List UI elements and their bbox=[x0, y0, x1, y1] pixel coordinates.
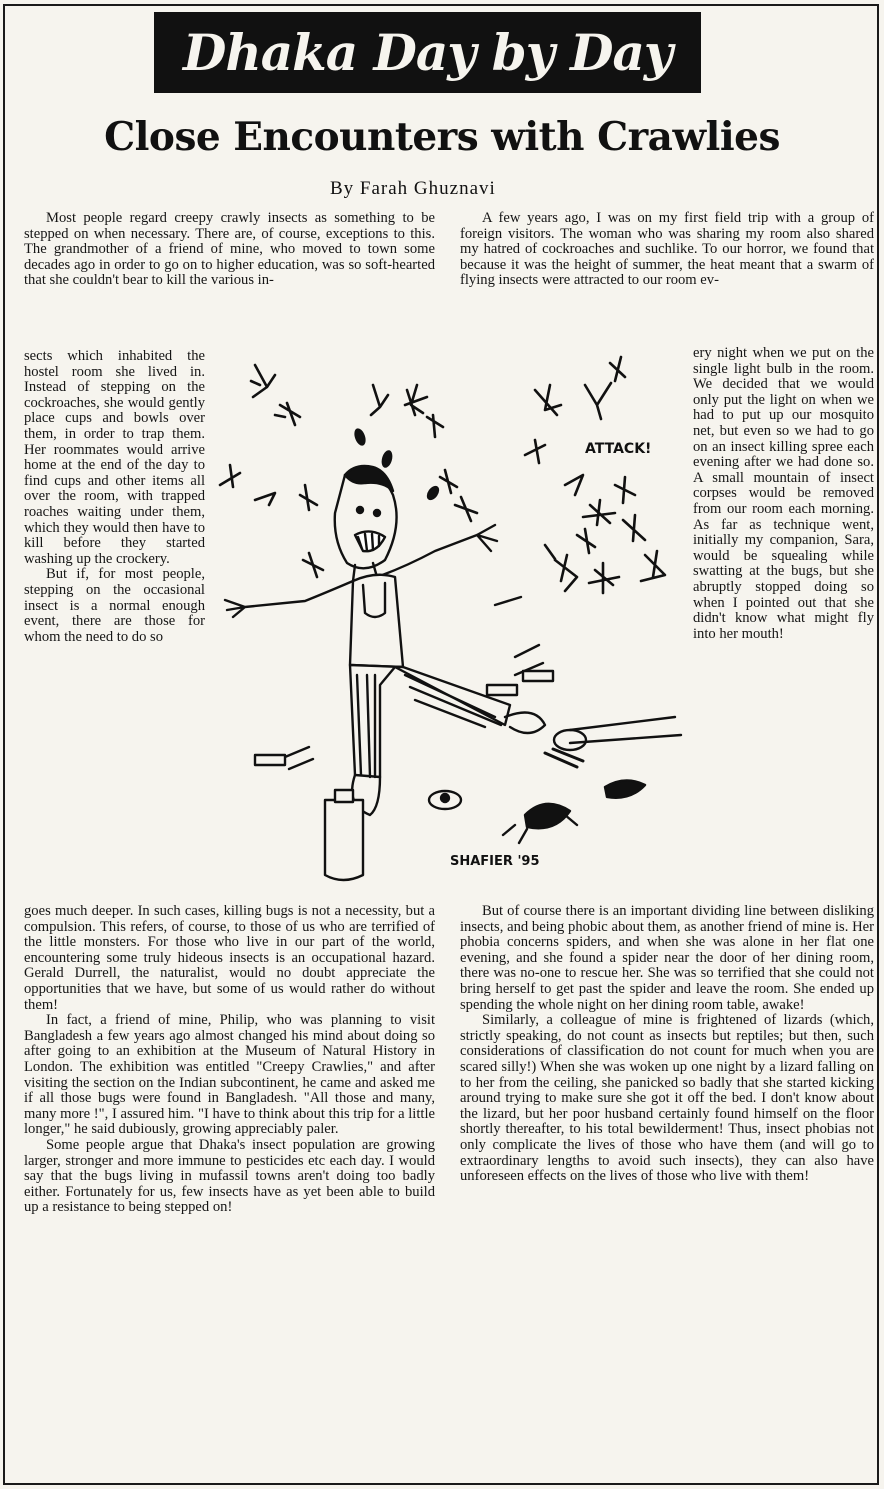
article-headline: Close Encounters with Crawlies bbox=[104, 114, 780, 160]
paragraph: A few years ago, I was on my first field trip with a group of foreign visitors. The woman who was sharing my room also shared my hatred of cockroaches and suchlike. To our horror, we found that because it was the height of summer, the heat meant that a swarm of flying insects were attracted to our room ev- bbox=[460, 210, 874, 289]
paragraph: goes much deeper. In such cases, killing bugs is not a necessity, but a compulsion. This refers, of course, to those of us who are terrified of the little monsters. For those who live in our part of the world, encountering some truly hideous insects is an occupational hazard. Gerald Durrell, the naturalist, would no doubt appreciate the opportunities that we have, but some of us would rather do without them! bbox=[24, 903, 435, 1013]
column-2-wrap bbox=[693, 346, 874, 642]
floor-objects bbox=[255, 597, 681, 880]
column-title: Dhaka Day by Day bbox=[154, 12, 701, 93]
column-1-wrap bbox=[24, 349, 205, 645]
column-2-top bbox=[460, 211, 874, 289]
flying-bugs bbox=[220, 357, 665, 593]
paragraph: In fact, a friend of mine, Philip, who was planning to visit Bangladesh a few years ago almost changed his mind about doing so after going to an exhibition at the Museum of Natural History in London. The exhibition was entitled "Creepy Crawlies," and after visiting the section on the Indian subcontinent, he came and asked me if all those bugs were found in Bangladesh. "All those and many, many more !", I assured him. "I have to think about this trip for a little longer," he said dubiously, growing appreciably paler. bbox=[24, 1012, 435, 1138]
cartoon-illustration bbox=[205, 345, 691, 905]
paragraph: Similarly, a colleague of mine is frightened of lizards (which, strictly speaking, do not count as insects but reptiles; but then, such considerations of classification do not count for much when you are scared silly!) When she was woken up one night by a lizard falling on to her from the ceiling, she panicked so badly that she started kicking around trying to make sure she got it off the bed. I don't know about the lizard, but her poor husband certainly found himself on the floor shortly thereafter, to his total bewilderment! Thus, insect phobias not only complicate the lives of those who have them (and will go to extraordinary lengths to avoid such insects), they can also have unforeseen effects on the lives of those who live with them! bbox=[460, 1012, 874, 1185]
paragraph: sects which inhabited the hostel room she lived in. Instead of stepping on the cockroaches, she would gently place cups and bowls over them, in order to trap them. Her roommates would arrive home at the end of the day to find cups and other items all over the room, with trapped roaches waiting under them, which they would then have to kill before they started washing up the crockery. bbox=[24, 348, 205, 567]
paragraph: But of course there is an important dividing line between disliking insects, and being phobic about them, as another friend of mine is. Her phobia concerns spiders, and when she was alone in her flat one evening, and she found a spider near the door of her dining room, there was no-one to rescue her. She was so terrified that she could not bring herself to get past the spider and leave the room. She ended up spending the whole night on her dining room table, awake! bbox=[460, 903, 874, 1013]
paragraph: Most people regard creepy crawly insects as something to be stepped on when necessary. There are, of course, exceptions to this. The grandmother of a friend of mine, who moved to town some decades ago in order to go on to higher education, was so soft-hearted that she couldn't bear to kill the various in- bbox=[24, 210, 435, 289]
paragraph: ery night when we put on the single light bulb in the room. We decided that we would only put the light on when we had to put up our mosquito net, but even so we had to go on an insect killing spree each evening after we had done so. A small mountain of insect corpses would be removed from our room each morning. As far as technique went, initially my companion, Sara, would be squealing while swatting at the bugs, but she abruptly stopped doing so when I pointed out that she didn't know what might fly into her mouth! bbox=[693, 345, 874, 642]
cartoonist-signature: SHAFIER '95 bbox=[450, 854, 540, 869]
paragraph: But if, for most people, stepping on the occasional insect is a normal enough event, there are those for whom the need to do so bbox=[24, 566, 205, 645]
column-1-bottom bbox=[24, 904, 435, 1216]
cartoon-caption: ATTACK! bbox=[585, 441, 652, 457]
article-byline: By Farah Ghuznavi bbox=[330, 178, 496, 199]
paragraph: Some people argue that Dhaka's insect population are growing larger, stronger and more immune to pesticides etc each day. I would say that the bugs living in mufassil towns aren't doing too badly either. Fortunately for us, few insects have as yet been able to build up a resistance to being stepped on! bbox=[24, 1136, 435, 1216]
column-2-bottom bbox=[460, 904, 874, 1185]
column-1-top bbox=[24, 211, 435, 289]
